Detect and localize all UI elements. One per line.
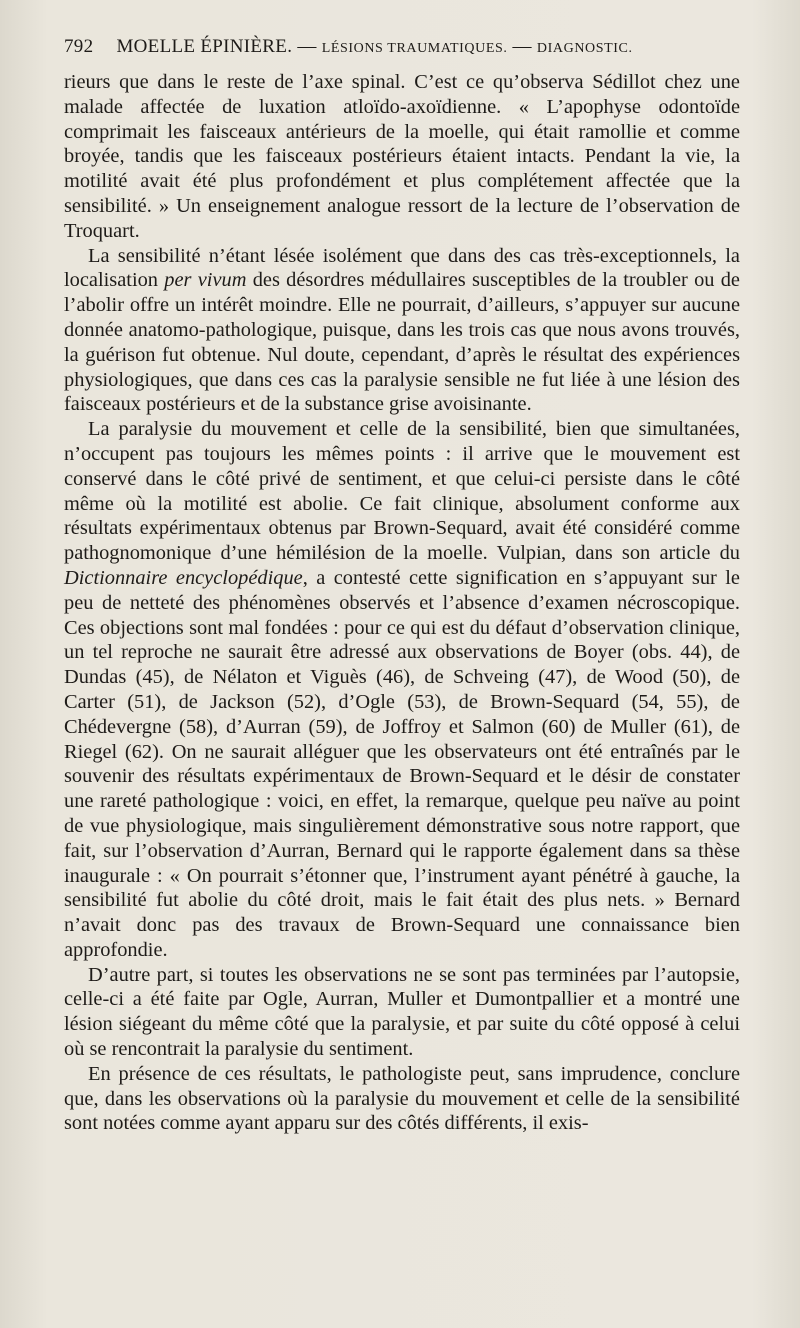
running-header xyxy=(64,36,744,58)
header-subsection: DIAGNOSTIC. xyxy=(536,41,633,56)
header-dash: — xyxy=(297,36,317,57)
paragraph-2-text: La sensibilité n’étant lésée isolément que dans des cas très-exceptionnels, la localisation xyxy=(64,244,740,292)
page-number: 792 xyxy=(64,36,94,57)
paragraph-2 xyxy=(64,244,740,418)
paragraph-2-text: des désordres médullaires susceptibles de la troubler ou de l’abolir offre un intérêt moindre. Elle ne pourrait, d’ailleurs, s’appuyer sur aucune donnée anatomo-pathologique, puisque, dans les trois cas que nous avons trouvés, la guérison fut obtenue. Nul doute, cependant, d’après le résultat des expériences physiologiques, que dans ces cas la paralysie sensible ne fut liée à une lésion des faisceaux postérieurs et de la substance grise avoisinante. xyxy=(64,269,740,416)
italic-title: Dictionnaire encyclopédique xyxy=(64,566,303,589)
header-section: LÉSIONS TRAUMATIQUES. xyxy=(321,41,508,56)
body-text xyxy=(64,70,740,1136)
paragraph-4: D’autre part, si toutes les observations ne se sont pas terminées par l’autopsie, celle-ci a été faite par Ogle, Aurran, Muller et Dumontpallier et a montré une lésion siégeant du même côté que la paralysie, et par suite du côté opposé à celui où se rencontrait la paralysie du sentiment. xyxy=(64,963,740,1061)
header-dash: — xyxy=(512,36,532,57)
paragraph-5: En présence de ces résultats, le pathologiste peut, sans imprudence, conclure que, dans les observations où la paralysie du mouvement et celle de la sensibilité sont notées comme ayant apparu sur des côtés différents, il exis- xyxy=(64,1062,740,1135)
paragraph-3 xyxy=(64,417,740,963)
header-title: MOELLE ÉPINIÈRE. xyxy=(116,36,293,57)
paragraph-3-text: La paralysie du mouvement et celle de la sensibilité, bien que simultanées, n’occupent pas toujours les mêmes points : il arrive que le mouvement est conservé dans le côté privé de sentiment, et que celui-ci persiste dans le côté même où la motilité est abolie. Ce fait clinique, absolument conforme aux résultats expérimentaux obtenus par Brown-Sequard, avait été considéré comme pathognomonique d’une hémilésion de la moelle. Vulpian, dans son article du xyxy=(64,418,740,565)
paragraph-1: rieurs que dans le reste de l’axe spinal. C’est ce qu’observa Sédillot chez une malade affectée de luxation atloïdo-axoïdienne. « L’apophyse odontoïde comprimait les faisceaux antérieurs de la moelle, qui était ramollie et comme broyée, tandis que les faisceaux postérieurs étaient intacts. Pendant la vie, la motilité avait été plus profondément et plus complétement affectée que la sensibilité. » Un enseignement analogue ressort de la lecture de l’observation de Troquart. xyxy=(64,71,740,242)
italic-phrase: per vivum xyxy=(164,269,247,292)
paragraph-3-text: , a contesté cette signification en s’appuyant sur le peu de netteté des phénomènes observés et l’absence d’examen nécroscopique. Ces objections sont mal fondées : pour ce qui est du défaut d’observation clinique, un tel reproche ne saurait être adressé aux observations de Boyer (obs. 44), de Dundas (45), de Nélaton et Viguès (46), de Schveing (47), de Wood (50), de Carter (51), de Jackson (52), d’Ogle (53), de Brown-Sequard (54, 55), de Chédevergne (58), d’Aurran (59), de Joffroy et Salmon (60) de Muller (61), de Riegel (62). On ne saurait alléguer que les observateurs ont été entraînés par le souvenir des résultats expérimentaux de Brown-Sequard et le désir de constater une rareté pathologique : voici, en effet, la remarque, quelque peu naïve au point de vue physiologique, mais singulièrement démonstrative sous notre rapport, que fait, sur l’observation d’Aurran, Bernard qui le rapporte également dans sa thèse inaugurale : « On pourrait s’étonner que, l’instrument ayant pénétré à gauche, la sensibilité fut abolie du côté droit, mais le fait était des plus nets. » Bernard n’avait donc pas des travaux de Brown-Sequard une connaissance bien approfondie. xyxy=(64,566,740,961)
